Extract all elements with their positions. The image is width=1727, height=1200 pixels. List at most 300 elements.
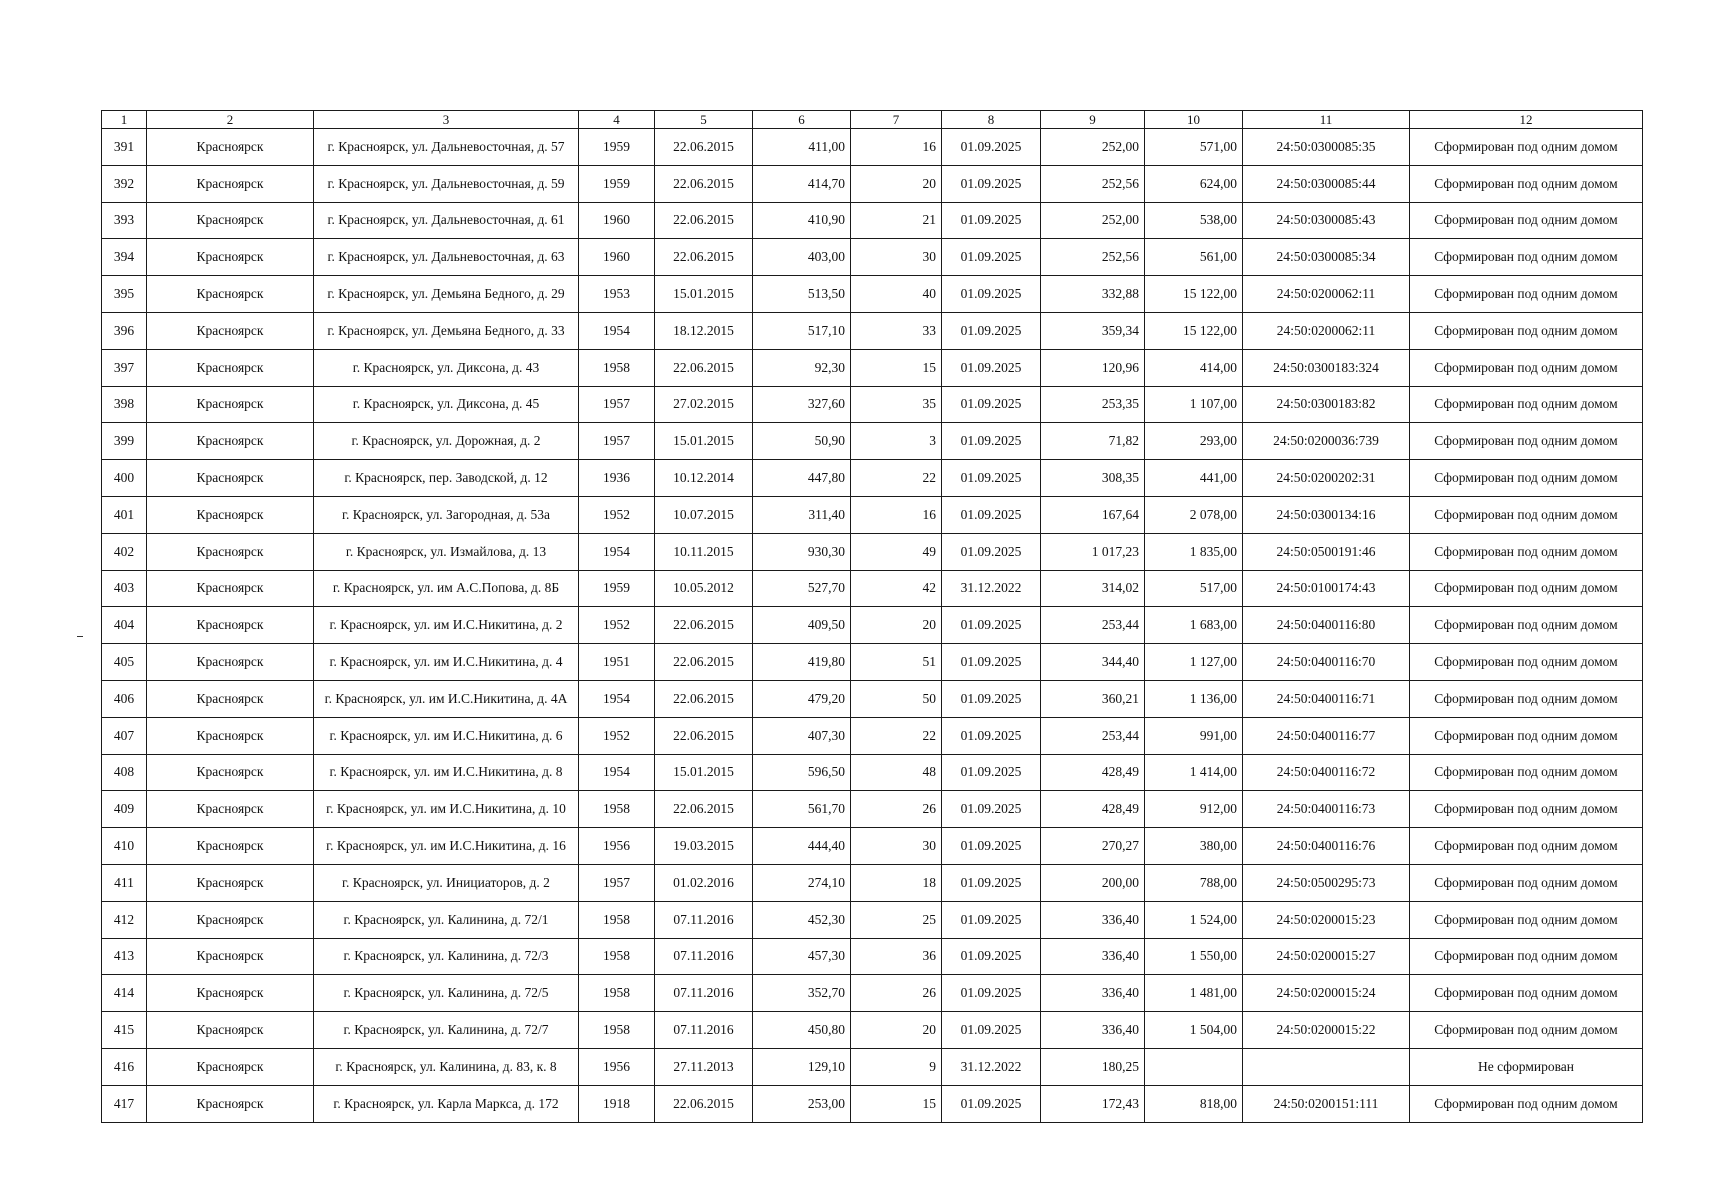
survey-date-cell: 22.06.2015 — [655, 644, 753, 681]
survey-date-cell: 15.01.2015 — [655, 276, 753, 313]
row-number-cell: 403 — [102, 570, 147, 607]
area-cell: 50,90 — [753, 423, 851, 460]
address-cell: г. Красноярск, ул. Карла Маркса, д. 172 — [314, 1085, 579, 1122]
deadline-date-cell: 01.09.2025 — [942, 386, 1041, 423]
residents-cell: 16 — [851, 129, 942, 166]
cost-area-cell: 359,34 — [1041, 312, 1145, 349]
city-cell: Красноярск — [147, 791, 314, 828]
address-cell: г. Красноярск, ул. Калинина, д. 83, к. 8 — [314, 1048, 579, 1085]
residents-cell: 51 — [851, 644, 942, 681]
cost-area-cell: 120,96 — [1041, 349, 1145, 386]
city-cell: Красноярск — [147, 239, 314, 276]
city-cell: Красноярск — [147, 901, 314, 938]
survey-date-cell: 10.11.2015 — [655, 533, 753, 570]
cadastral-number-cell: 24:50:0300085:34 — [1243, 239, 1410, 276]
column-header-12: 12 — [1410, 111, 1643, 129]
city-cell: Красноярск — [147, 276, 314, 313]
survey-date-cell: 22.06.2015 — [655, 717, 753, 754]
row-number-cell: 397 — [102, 349, 147, 386]
address-cell: г. Красноярск, ул. Измайлова, д. 13 — [314, 533, 579, 570]
city-cell: Красноярск — [147, 202, 314, 239]
table-row — [102, 202, 1643, 239]
cost-area-cell: 336,40 — [1041, 901, 1145, 938]
row-number-cell: 410 — [102, 828, 147, 865]
area-cell: 450,80 — [753, 1012, 851, 1049]
cost-area-cell: 253,44 — [1041, 717, 1145, 754]
survey-date-cell: 19.03.2015 — [655, 828, 753, 865]
column-header-11: 11 — [1243, 111, 1410, 129]
land-area-cell: 1 550,00 — [1145, 938, 1243, 975]
row-number-cell: 391 — [102, 129, 147, 166]
land-area-cell: 441,00 — [1145, 460, 1243, 497]
cadastral-number-cell: 24:50:0400116:76 — [1243, 828, 1410, 865]
land-status-cell: Сформирован под одним домом — [1410, 533, 1643, 570]
land-area-cell: 15 122,00 — [1145, 276, 1243, 313]
area-cell: 253,00 — [753, 1085, 851, 1122]
address-cell: г. Красноярск, ул. Калинина, д. 72/3 — [314, 938, 579, 975]
city-cell: Красноярск — [147, 1012, 314, 1049]
table-row — [102, 423, 1643, 460]
land-status-cell: Сформирован под одним домом — [1410, 791, 1643, 828]
cost-area-cell: 336,40 — [1041, 1012, 1145, 1049]
area-cell: 479,20 — [753, 680, 851, 717]
address-cell: г. Красноярск, ул. Диксона, д. 43 — [314, 349, 579, 386]
land-area-cell: 991,00 — [1145, 717, 1243, 754]
build-year-cell: 1956 — [579, 1048, 655, 1085]
deadline-date-cell: 01.09.2025 — [942, 901, 1041, 938]
land-area-cell: 1 414,00 — [1145, 754, 1243, 791]
cadastral-number-cell: 24:50:0300134:16 — [1243, 496, 1410, 533]
table-row — [102, 791, 1643, 828]
build-year-cell: 1952 — [579, 607, 655, 644]
survey-date-cell: 15.01.2015 — [655, 423, 753, 460]
residents-cell: 50 — [851, 680, 942, 717]
cadastral-number-cell: 24:50:0300085:43 — [1243, 202, 1410, 239]
address-cell: г. Красноярск, ул. им И.С.Никитина, д. 4А — [314, 680, 579, 717]
table-row — [102, 1048, 1643, 1085]
area-cell: 596,50 — [753, 754, 851, 791]
address-cell: г. Красноярск, ул. Дальневосточная, д. 63 — [314, 239, 579, 276]
land-status-cell: Сформирован под одним домом — [1410, 386, 1643, 423]
cost-area-cell: 253,35 — [1041, 386, 1145, 423]
land-area-cell — [1145, 1048, 1243, 1085]
build-year-cell: 1958 — [579, 1012, 655, 1049]
build-year-cell: 1959 — [579, 165, 655, 202]
cadastral-number-cell: 24:50:0400116:72 — [1243, 754, 1410, 791]
address-cell: г. Красноярск, ул. им И.С.Никитина, д. 16 — [314, 828, 579, 865]
land-area-cell: 624,00 — [1145, 165, 1243, 202]
cost-area-cell: 252,00 — [1041, 202, 1145, 239]
cost-area-cell: 308,35 — [1041, 460, 1145, 497]
row-number-cell: 411 — [102, 864, 147, 901]
area-cell: 411,00 — [753, 129, 851, 166]
address-cell: г. Красноярск, ул. Загородная, д. 53а — [314, 496, 579, 533]
land-area-cell: 517,00 — [1145, 570, 1243, 607]
survey-date-cell: 22.06.2015 — [655, 791, 753, 828]
city-cell: Красноярск — [147, 975, 314, 1012]
cost-area-cell: 336,40 — [1041, 938, 1145, 975]
cadastral-number-cell: 24:50:0200062:11 — [1243, 312, 1410, 349]
row-number-cell: 405 — [102, 644, 147, 681]
residents-cell: 22 — [851, 717, 942, 754]
land-status-cell: Сформирован под одним домом — [1410, 349, 1643, 386]
row-number-cell: 414 — [102, 975, 147, 1012]
city-cell: Красноярск — [147, 349, 314, 386]
land-area-cell: 788,00 — [1145, 864, 1243, 901]
land-status-cell: Сформирован под одним домом — [1410, 202, 1643, 239]
build-year-cell: 1954 — [579, 680, 655, 717]
deadline-date-cell: 01.09.2025 — [942, 644, 1041, 681]
deadline-date-cell: 01.09.2025 — [942, 165, 1041, 202]
city-cell: Красноярск — [147, 1085, 314, 1122]
land-status-cell: Сформирован под одним домом — [1410, 864, 1643, 901]
row-number-cell: 412 — [102, 901, 147, 938]
row-number-cell: 393 — [102, 202, 147, 239]
city-cell: Красноярск — [147, 386, 314, 423]
row-number-cell: 409 — [102, 791, 147, 828]
land-area-cell: 1 504,00 — [1145, 1012, 1243, 1049]
city-cell: Красноярск — [147, 496, 314, 533]
cost-area-cell: 252,00 — [1041, 129, 1145, 166]
city-cell: Красноярск — [147, 129, 314, 166]
cadastral-number-cell: 24:50:0400116:80 — [1243, 607, 1410, 644]
document-sheet — [101, 110, 1642, 1123]
deadline-date-cell: 01.09.2025 — [942, 239, 1041, 276]
residents-cell: 48 — [851, 754, 942, 791]
deadline-date-cell: 01.09.2025 — [942, 129, 1041, 166]
area-cell: 352,70 — [753, 975, 851, 1012]
survey-date-cell: 22.06.2015 — [655, 1085, 753, 1122]
residents-cell: 16 — [851, 496, 942, 533]
build-year-cell: 1960 — [579, 202, 655, 239]
cost-area-cell: 428,49 — [1041, 754, 1145, 791]
residents-cell: 26 — [851, 975, 942, 1012]
cadastral-number-cell: 24:50:0400116:77 — [1243, 717, 1410, 754]
table-row — [102, 312, 1643, 349]
land-area-cell: 1 835,00 — [1145, 533, 1243, 570]
deadline-date-cell: 01.09.2025 — [942, 680, 1041, 717]
deadline-date-cell: 01.09.2025 — [942, 717, 1041, 754]
deadline-date-cell: 01.09.2025 — [942, 791, 1041, 828]
residents-cell: 20 — [851, 607, 942, 644]
land-area-cell: 1 136,00 — [1145, 680, 1243, 717]
row-number-cell: 396 — [102, 312, 147, 349]
area-cell: 92,30 — [753, 349, 851, 386]
build-year-cell: 1918 — [579, 1085, 655, 1122]
land-status-cell: Сформирован под одним домом — [1410, 828, 1643, 865]
table-row — [102, 129, 1643, 166]
city-cell: Красноярск — [147, 864, 314, 901]
cost-area-cell: 428,49 — [1041, 791, 1145, 828]
area-cell: 447,80 — [753, 460, 851, 497]
cost-area-cell: 332,88 — [1041, 276, 1145, 313]
land-status-cell: Сформирован под одним домом — [1410, 754, 1643, 791]
area-cell: 930,30 — [753, 533, 851, 570]
residents-cell: 18 — [851, 864, 942, 901]
address-cell: г. Красноярск, ул. им И.С.Никитина, д. 6 — [314, 717, 579, 754]
land-area-cell: 538,00 — [1145, 202, 1243, 239]
city-cell: Красноярск — [147, 533, 314, 570]
deadline-date-cell: 01.09.2025 — [942, 607, 1041, 644]
address-cell: г. Красноярск, ул. им И.С.Никитина, д. 10 — [314, 791, 579, 828]
land-status-cell: Сформирован под одним домом — [1410, 276, 1643, 313]
deadline-date-cell: 01.09.2025 — [942, 828, 1041, 865]
address-cell: г. Красноярск, ул. Калинина, д. 72/5 — [314, 975, 579, 1012]
land-status-cell: Сформирован под одним домом — [1410, 423, 1643, 460]
survey-date-cell: 10.12.2014 — [655, 460, 753, 497]
residents-cell: 15 — [851, 349, 942, 386]
build-year-cell: 1957 — [579, 423, 655, 460]
address-cell: г. Красноярск, ул. Дорожная, д. 2 — [314, 423, 579, 460]
land-area-cell: 414,00 — [1145, 349, 1243, 386]
row-number-cell: 404 — [102, 607, 147, 644]
city-cell: Красноярск — [147, 312, 314, 349]
survey-date-cell: 27.02.2015 — [655, 386, 753, 423]
cadastral-number-cell: 24:50:0100174:43 — [1243, 570, 1410, 607]
residents-cell: 35 — [851, 386, 942, 423]
deadline-date-cell: 01.09.2025 — [942, 975, 1041, 1012]
build-year-cell: 1951 — [579, 644, 655, 681]
residents-cell: 42 — [851, 570, 942, 607]
cadastral-number-cell: 24:50:0300183:82 — [1243, 386, 1410, 423]
table-row — [102, 349, 1643, 386]
residents-cell: 20 — [851, 165, 942, 202]
build-year-cell: 1952 — [579, 496, 655, 533]
cadastral-number-cell: 24:50:0200036:739 — [1243, 423, 1410, 460]
residents-cell: 15 — [851, 1085, 942, 1122]
deadline-date-cell: 01.09.2025 — [942, 276, 1041, 313]
land-status-cell: Сформирован под одним домом — [1410, 644, 1643, 681]
land-area-cell: 1 107,00 — [1145, 386, 1243, 423]
cadastral-number-cell: 24:50:0400116:71 — [1243, 680, 1410, 717]
deadline-date-cell: 01.09.2025 — [942, 202, 1041, 239]
address-cell: г. Красноярск, ул. им И.С.Никитина, д. 2 — [314, 607, 579, 644]
residents-cell: 49 — [851, 533, 942, 570]
cost-area-cell: 252,56 — [1041, 239, 1145, 276]
row-number-cell: 415 — [102, 1012, 147, 1049]
area-cell: 444,40 — [753, 828, 851, 865]
land-area-cell: 1 524,00 — [1145, 901, 1243, 938]
deadline-date-cell: 31.12.2022 — [942, 570, 1041, 607]
area-cell: 527,70 — [753, 570, 851, 607]
address-cell: г. Красноярск, ул. Дальневосточная, д. 57 — [314, 129, 579, 166]
survey-date-cell: 07.11.2016 — [655, 901, 753, 938]
land-status-cell: Сформирован под одним домом — [1410, 460, 1643, 497]
cost-area-cell: 270,27 — [1041, 828, 1145, 865]
land-status-cell: Сформирован под одним домом — [1410, 975, 1643, 1012]
table-row — [102, 680, 1643, 717]
area-cell: 561,70 — [753, 791, 851, 828]
land-area-cell: 1 481,00 — [1145, 975, 1243, 1012]
row-number-cell: 406 — [102, 680, 147, 717]
build-year-cell: 1953 — [579, 276, 655, 313]
table-row — [102, 975, 1643, 1012]
row-number-cell: 407 — [102, 717, 147, 754]
survey-date-cell: 22.06.2015 — [655, 680, 753, 717]
area-cell: 457,30 — [753, 938, 851, 975]
land-area-cell: 293,00 — [1145, 423, 1243, 460]
area-cell: 409,50 — [753, 607, 851, 644]
table-row — [102, 570, 1643, 607]
build-year-cell: 1959 — [579, 129, 655, 166]
build-year-cell: 1958 — [579, 975, 655, 1012]
survey-date-cell: 22.06.2015 — [655, 202, 753, 239]
area-cell: 452,30 — [753, 901, 851, 938]
cadastral-number-cell: 24:50:0200015:22 — [1243, 1012, 1410, 1049]
build-year-cell: 1960 — [579, 239, 655, 276]
build-year-cell: 1958 — [579, 938, 655, 975]
land-area-cell: 1 683,00 — [1145, 607, 1243, 644]
land-status-cell: Сформирован под одним домом — [1410, 496, 1643, 533]
city-cell: Красноярск — [147, 570, 314, 607]
table-row — [102, 239, 1643, 276]
row-number-cell: 395 — [102, 276, 147, 313]
table-row — [102, 386, 1643, 423]
column-header-8: 8 — [942, 111, 1041, 129]
land-status-cell: Сформирован под одним домом — [1410, 607, 1643, 644]
land-status-cell: Сформирован под одним домом — [1410, 570, 1643, 607]
cost-area-cell: 252,56 — [1041, 165, 1145, 202]
area-cell: 410,90 — [753, 202, 851, 239]
row-number-cell: 401 — [102, 496, 147, 533]
cost-area-cell: 344,40 — [1041, 644, 1145, 681]
residents-cell: 36 — [851, 938, 942, 975]
survey-date-cell: 07.11.2016 — [655, 1012, 753, 1049]
city-cell: Красноярск — [147, 754, 314, 791]
survey-date-cell: 22.06.2015 — [655, 349, 753, 386]
land-area-cell: 912,00 — [1145, 791, 1243, 828]
address-cell: г. Красноярск, ул. им А.С.Попова, д. 8Б — [314, 570, 579, 607]
cadastral-number-cell — [1243, 1048, 1410, 1085]
table-row — [102, 460, 1643, 497]
land-status-cell: Сформирован под одним домом — [1410, 239, 1643, 276]
survey-date-cell: 18.12.2015 — [655, 312, 753, 349]
build-year-cell: 1956 — [579, 828, 655, 865]
land-status-cell: Сформирован под одним домом — [1410, 312, 1643, 349]
build-year-cell: 1936 — [579, 460, 655, 497]
row-number-cell: 392 — [102, 165, 147, 202]
cadastral-number-cell: 24:50:0200151:111 — [1243, 1085, 1410, 1122]
cost-area-cell: 1 017,23 — [1041, 533, 1145, 570]
cost-area-cell: 253,44 — [1041, 607, 1145, 644]
residents-cell: 25 — [851, 901, 942, 938]
address-cell: г. Красноярск, ул. им И.С.Никитина, д. 8 — [314, 754, 579, 791]
address-cell: г. Красноярск, ул. Инициаторов, д. 2 — [314, 864, 579, 901]
address-cell: г. Красноярск, ул. Дальневосточная, д. 59 — [314, 165, 579, 202]
table-row — [102, 496, 1643, 533]
table-row — [102, 644, 1643, 681]
cost-area-cell: 200,00 — [1041, 864, 1145, 901]
area-cell: 517,10 — [753, 312, 851, 349]
residents-cell: 40 — [851, 276, 942, 313]
deadline-date-cell: 01.09.2025 — [942, 533, 1041, 570]
land-area-cell: 571,00 — [1145, 129, 1243, 166]
column-header-3: 3 — [314, 111, 579, 129]
deadline-date-cell: 01.09.2025 — [942, 864, 1041, 901]
build-year-cell: 1958 — [579, 791, 655, 828]
survey-date-cell: 22.06.2015 — [655, 239, 753, 276]
table-row — [102, 607, 1643, 644]
deadline-date-cell: 01.09.2025 — [942, 938, 1041, 975]
city-cell: Красноярск — [147, 165, 314, 202]
cadastral-number-cell: 24:50:0500191:46 — [1243, 533, 1410, 570]
row-number-cell: 400 — [102, 460, 147, 497]
city-cell: Красноярск — [147, 828, 314, 865]
land-status-cell: Сформирован под одним домом — [1410, 901, 1643, 938]
row-number-cell: 399 — [102, 423, 147, 460]
table-row — [102, 1085, 1643, 1122]
deadline-date-cell: 01.09.2025 — [942, 312, 1041, 349]
column-header-10: 10 — [1145, 111, 1243, 129]
land-area-cell: 15 122,00 — [1145, 312, 1243, 349]
cadastral-number-cell: 24:50:0300085:44 — [1243, 165, 1410, 202]
residents-cell: 33 — [851, 312, 942, 349]
address-cell: г. Красноярск, ул. Диксона, д. 45 — [314, 386, 579, 423]
build-year-cell: 1954 — [579, 754, 655, 791]
city-cell: Красноярск — [147, 1048, 314, 1085]
table-row — [102, 864, 1643, 901]
build-year-cell: 1959 — [579, 570, 655, 607]
column-header-6: 6 — [753, 111, 851, 129]
column-header-1: 1 — [102, 111, 147, 129]
land-area-cell: 380,00 — [1145, 828, 1243, 865]
cost-area-cell: 172,43 — [1041, 1085, 1145, 1122]
city-cell: Красноярск — [147, 607, 314, 644]
table-row — [102, 901, 1643, 938]
column-header-4: 4 — [579, 111, 655, 129]
survey-date-cell: 10.05.2012 — [655, 570, 753, 607]
area-cell: 419,80 — [753, 644, 851, 681]
survey-date-cell: 22.06.2015 — [655, 607, 753, 644]
residents-cell: 22 — [851, 460, 942, 497]
row-number-cell: 402 — [102, 533, 147, 570]
cost-area-cell: 167,64 — [1041, 496, 1145, 533]
cadastral-number-cell: 24:50:0200062:11 — [1243, 276, 1410, 313]
deadline-date-cell: 01.09.2025 — [942, 460, 1041, 497]
city-cell: Красноярск — [147, 460, 314, 497]
build-year-cell: 1952 — [579, 717, 655, 754]
table-row — [102, 717, 1643, 754]
address-cell: г. Красноярск, ул. им И.С.Никитина, д. 4 — [314, 644, 579, 681]
residents-cell: 20 — [851, 1012, 942, 1049]
table-row — [102, 165, 1643, 202]
address-cell: г. Красноярск, пер. Заводской, д. 12 — [314, 460, 579, 497]
row-number-cell: 398 — [102, 386, 147, 423]
build-year-cell: 1954 — [579, 312, 655, 349]
column-number-row — [102, 111, 1643, 129]
table-row — [102, 938, 1643, 975]
area-cell: 274,10 — [753, 864, 851, 901]
land-status-cell: Сформирован под одним домом — [1410, 1012, 1643, 1049]
area-cell: 327,60 — [753, 386, 851, 423]
city-cell: Красноярск — [147, 717, 314, 754]
row-number-cell: 413 — [102, 938, 147, 975]
column-header-9: 9 — [1041, 111, 1145, 129]
land-status-cell: Не сформирован — [1410, 1048, 1643, 1085]
cadastral-number-cell: 24:50:0200202:31 — [1243, 460, 1410, 497]
row-number-cell: 408 — [102, 754, 147, 791]
residents-cell: 26 — [851, 791, 942, 828]
build-year-cell: 1957 — [579, 386, 655, 423]
residents-cell: 3 — [851, 423, 942, 460]
land-status-cell: Сформирован под одним домом — [1410, 165, 1643, 202]
cadastral-number-cell: 24:50:0400116:73 — [1243, 791, 1410, 828]
cadastral-number-cell: 24:50:0400116:70 — [1243, 644, 1410, 681]
land-status-cell: Сформирован под одним домом — [1410, 680, 1643, 717]
cost-area-cell: 360,21 — [1041, 680, 1145, 717]
address-cell: г. Красноярск, ул. Калинина, д. 72/1 — [314, 901, 579, 938]
land-area-cell: 2 078,00 — [1145, 496, 1243, 533]
